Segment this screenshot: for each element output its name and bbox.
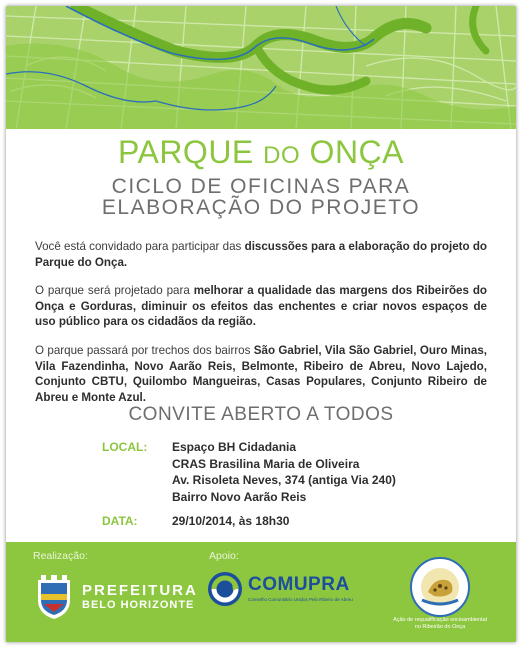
prefeitura-crest-icon: [34, 574, 74, 620]
title-word-do: DO: [263, 142, 301, 169]
paragraph-emphasis: São Gabriel, Vila São Gabriel, Ouro Minas, Vila Fazendinha, Novo Aarão Reis, Belmonte, Ribeiro de Abreu, Novo Lajedo, Conjunto CBTU, Quilombo Mangueiras, Casas Populares, Conjunto Ribeiro de Abreu e Monte Azul.: [35, 343, 487, 404]
comupra-subtitle: Conselho Comunitário Unidos Pelo Ribeiro de Abreu: [248, 597, 353, 602]
title-word-onca: ONÇA: [309, 134, 404, 170]
flyer: [6, 6, 516, 642]
seal-caption: Ação de requalificação socioambiental no Ribeirão do Onça: [393, 617, 487, 630]
location-line: CRAS Brasilina Maria de Oliveira: [172, 456, 360, 471]
subtitle-line-2: ELABORAÇÃO DO PROJETO: [101, 196, 421, 219]
paragraph-emphasis: discussões para a elaboração do projeto do Parque do Onça.: [35, 240, 487, 269]
paragraph-emphasis: melhorar a qualidade das margens dos Ribeirões do Onça e Gorduras, diminuir os efeitos das enchentes e criar novos espaços de uso público para os cidadãos da região.: [35, 284, 488, 329]
paragraph-text: O parque passará por trechos dos bairros: [35, 343, 254, 357]
prefeitura-city: BELO HORIZONTE: [82, 599, 195, 611]
paragraph-invitation: [35, 239, 487, 270]
paragraph-text: Você está convidado para participar das: [35, 240, 245, 253]
location-line: Espaço BH Cidadania: [172, 440, 297, 454]
location-line: Av. Risoleta Neves, 374 (antiga Via 240): [172, 473, 396, 487]
prefeitura-name: PREFEITURA: [82, 582, 198, 599]
realizacao-label: Realização:: [33, 550, 88, 562]
date-value: 29/10/2014, às 18h30: [172, 514, 290, 528]
header-map-illustration: [6, 6, 516, 129]
prefeitura-logo-text: [82, 582, 198, 612]
paragraph-goals: [35, 283, 487, 330]
body-text: [35, 239, 487, 418]
date-label: DATA:: [102, 514, 138, 528]
invite-heading: CONVITE ABERTO A TODOS: [128, 404, 394, 425]
footer-sponsors: [6, 542, 516, 642]
comupra-logo-icon: [206, 570, 244, 608]
title-word-parque: PARQUE: [118, 134, 254, 170]
paragraph-neighborhoods: [35, 343, 487, 405]
comupra-name: COMUPRA: [248, 574, 350, 595]
page-title: [6, 132, 516, 176]
title-block: [6, 132, 516, 218]
onca-campaign-seal-icon: [394, 556, 486, 618]
paragraph-text: O parque será projetado para: [35, 284, 194, 298]
subtitle-line-1: CICLO DE OFICINAS PARA: [111, 175, 411, 198]
location-line: Bairro Novo Aarão Reis: [172, 489, 307, 504]
apoio-label: Apoio:: [209, 550, 239, 562]
location-lines: [172, 439, 472, 505]
location-label: LOCAL:: [102, 440, 148, 454]
